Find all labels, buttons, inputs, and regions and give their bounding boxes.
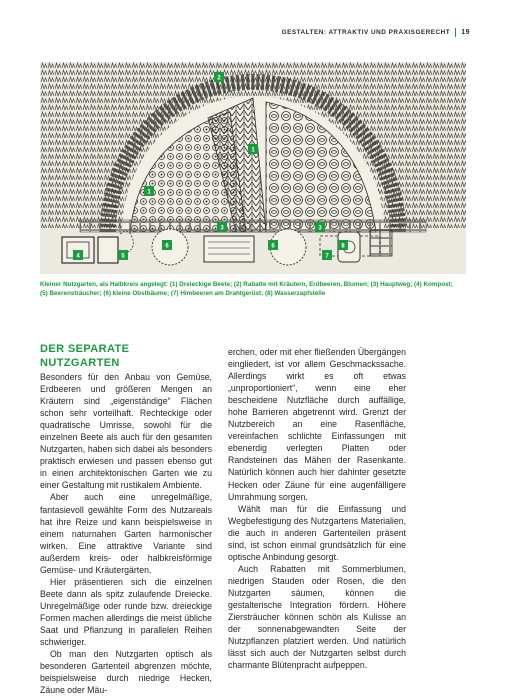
page-number: 19	[461, 29, 470, 36]
article-headline: DER SEPARATE NUTZGARTEN	[40, 343, 130, 369]
marker-6-left	[162, 240, 172, 250]
svg-text:3: 3	[318, 225, 322, 232]
paragraph: Hier präsentieren sich die einzelnen Beete dann als spitz zulaufende Dreiecke. Unregelmäßige oder runde bzw. dreieckige Formen machen allerdings die meist übliche Saat und Pflanzung in parallelen Reihen schwieriger.	[40, 576, 212, 648]
svg-text:5: 5	[121, 253, 125, 260]
paragraph: Wählt man für die Einfassung und Wegbefestigung des Nutzgartens Materialien, die auch in anderen Gartenteilen präsent sind, ist schon einmal grundsätzlich für eine optische Anbindung gesorgt.	[228, 503, 406, 562]
svg-text:3: 3	[220, 225, 224, 232]
section-title: GESTALTEN: ATTRAKTIV UND PRAXISGERECHT	[281, 29, 451, 36]
marker-2	[214, 72, 224, 82]
paragraph: Ob man den Nutzgarten optisch als besonderen Gartenteil abgrenzen möchte, beispielsweise durch niedrige Hecken, Zäune oder Mäu-	[40, 649, 212, 696]
marker-1-top	[144, 186, 154, 196]
text-column-left	[40, 342, 212, 696]
svg-text:2: 2	[217, 75, 221, 82]
svg-text:8: 8	[341, 243, 345, 250]
garden-plan-svg	[40, 62, 466, 274]
paragraph: Aber auch eine unregelmäßige, fantasievoll gewählte Form des Nutzareals hat ihre Reize und kann beispielsweise in einem naturnahen Garten harmonischer wirken. Eine attraktive Variante sind außerdem kreis- oder halbkreisförmige Gemüse- und Kräutergärten.	[40, 492, 212, 575]
paragraph: Besonders für den Anbau von Gemüse, Erdbeeren und größeren Mengen an Kräutern sind „eigenständige“ Flächen schon sehr vorteilhaft. Rechteckige oder quadratische Umrisse, sowohl für die einzelnen Beete als auch für den gesamten Nutzgarten, haben sich dabei als besonders praktisch erwiesen und passen ebenso gut in einen architektonischen Garten wie zu einer Gestaltung mit rustikalem Ambiente.	[40, 372, 212, 491]
paragraph: erchen, oder mit eher fließenden Übergängen eingliedert, ist vor allem Geschmackssache. Allerdings wirkt es oft etwas „unproportioniert“, wenn eine eher bescheidene Nutzfläche durch auffällige, hohe Barrieren abgetrennt wird. Grenzt der Nutzbereich an eine Rasenfläche, vereinfachen schlichte Einfassungen mit ebenerdig verlegten Platten oder Randsteinen das Mähen der Rasenkante. Natürlich können auch hier dahinter gesetzte Hecken oder Zäune für eine augenfälligere Umrahmung sorgen.	[228, 347, 406, 502]
marker-3-left	[217, 222, 227, 232]
marker-8	[338, 240, 348, 250]
figure-caption: Kleiner Nutzgarten, als Halbkreis angelegt: (1) Dreieckige Beete; (2) Rabatte mit Kräutern, Erdbeeren, Blumen; (3) Hauptweg; (4) Kompost; (5) Beerensträucher; (6) kleine Obstbäume; (7) Himbeeren am Drahtgerüst; (8) Wasserzapfstelle	[40, 281, 453, 297]
marker-5	[118, 250, 128, 260]
svg-text:6: 6	[165, 243, 169, 250]
header-divider	[455, 28, 456, 37]
svg-text:4: 4	[76, 253, 80, 260]
garden-plan-illustration	[40, 62, 466, 274]
marker-6-right	[268, 240, 278, 250]
svg-text:1: 1	[147, 189, 151, 196]
marker-1-right	[248, 144, 258, 154]
running-header	[282, 28, 470, 37]
paragraph: Auch Rabatten mit Sommerblumen, niedrigen Stauden oder Rosen, die den Nutzgarten säumen, können die gestalterische Integration fördern. Höhere Ziersträucher können schön als Kulisse an der sonnenabgewandten Seite der Nutzpflanzen platziert werden. Und natürlich lässt sich auch der Nutzgarten selbst durch charmante Blütenpracht aufpeppen.	[228, 563, 406, 671]
marker-7	[322, 250, 332, 260]
svg-text:7: 7	[325, 253, 329, 260]
marker-4	[73, 250, 83, 260]
svg-text:6: 6	[271, 243, 275, 250]
marker-3-right	[315, 222, 325, 232]
svg-text:1: 1	[251, 147, 255, 154]
text-column-right	[228, 346, 406, 671]
